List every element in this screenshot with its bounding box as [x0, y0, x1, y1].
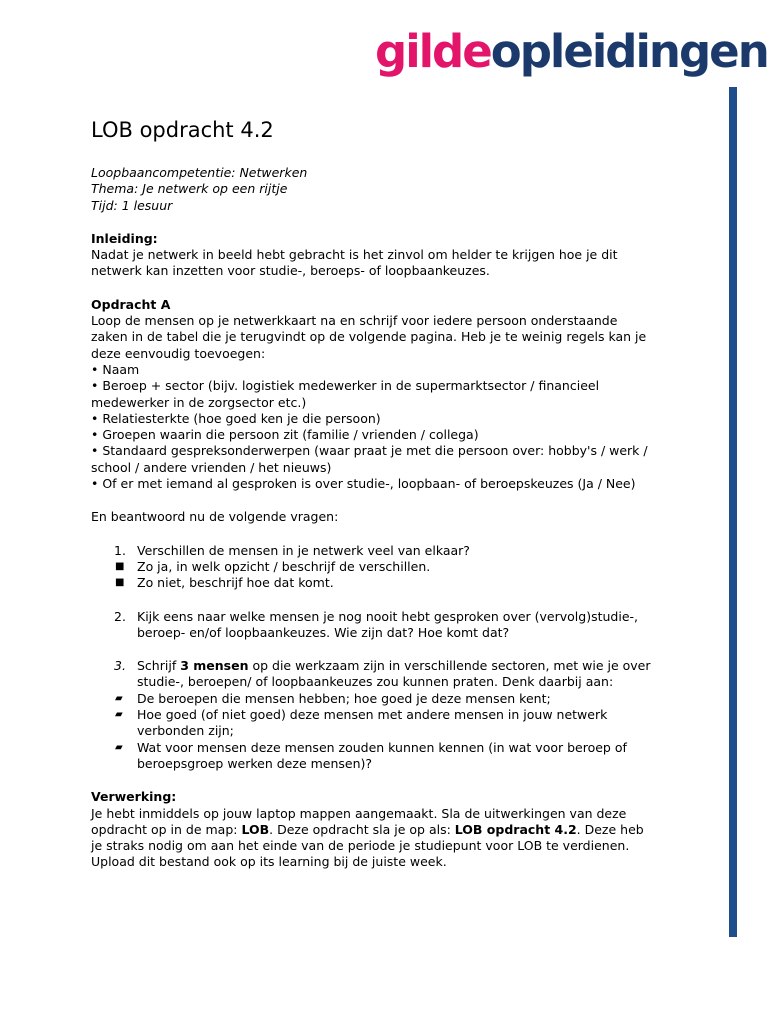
bullet-item: • Of er met iemand al gesproken is over studie-, loopbaan- of beroepskeuzes (Ja / Nee) [91, 476, 636, 492]
opdracht-a-bullets [91, 362, 651, 492]
verwerking-text: Je hebt inmiddels op jouw laptop mappen aangemaakt. Sla de uitwerkingen van deze opdracht op in de map: LOB. Deze opdracht sla je op als: LOB opdracht 4.2. Deze heb je straks nodig om aan het einde van de periode je studiepunt voor LOB te verdienen. [91, 805, 644, 854]
verwerking-section [91, 789, 651, 870]
decorative-side-bar [729, 87, 737, 937]
verwerking-heading: Verwerking: [91, 789, 177, 805]
question-1 [91, 543, 651, 559]
question-1-subitems [91, 559, 651, 592]
verwerking-upload: Upload dit bestand ook op its learning bij de juiste week. [91, 854, 447, 870]
slanted-bullet-icon: ▰ [115, 692, 123, 704]
meta-thema: Thema: Je netwerk op een rijtje [91, 181, 288, 197]
question-number: 1. [114, 542, 126, 558]
question-text: Kijk eens naar welke mensen je nog nooit hebt gesproken over (vervolg)studie-, beroep- en/of loopbaankeuzes. Wie zijn dat? Hoe komt dat? [137, 608, 638, 640]
logo-part-gilde: gilde [375, 25, 491, 78]
vragen-intro: En beantwoord nu de volgende vragen: [91, 509, 339, 525]
question-2 [91, 609, 651, 642]
meta-competentie: Loopbaancompetentie: Netwerken [91, 165, 308, 180]
opdracht-a-section [91, 297, 651, 526]
opdracht-a-heading: Opdracht A [91, 296, 171, 312]
bullet-item: • Standaard gespreksonderwerpen (waar praat je met die persoon over: hobby's / werk / school / andere vrienden / het nieuws) [91, 443, 648, 475]
document-body [91, 117, 651, 871]
bullet-item: • Naam [91, 361, 140, 377]
inleiding-heading: Inleiding: [91, 230, 158, 246]
sub-item: ▰ Wat voor mensen deze mensen zouden kunnen kennen (in wat voor beroep of beroepsgroep werken deze mensen)? [115, 739, 627, 771]
inleiding-section [91, 231, 651, 280]
bullet-item: • Groepen waarin die persoon zit (familie / vrienden / collega) [91, 427, 479, 443]
question-text: Verschillen de mensen in je netwerk veel van elkaar? [137, 542, 470, 558]
square-bullet-icon: ■ [115, 577, 125, 589]
sub-item: ▰ De beroepen die mensen hebben; hoe goed je deze mensen kent; [115, 690, 551, 706]
gilde-opleidingen-logo [375, 22, 768, 82]
document-title: LOB opdracht 4.2 [91, 118, 274, 142]
square-bullet-icon: ■ [115, 560, 125, 572]
question-number: 2. [114, 608, 126, 624]
sub-item: ■ Zo ja, in welk opzicht / beschrijf de verschillen. [115, 558, 431, 574]
question-3-subitems [91, 691, 651, 772]
slanted-bullet-icon: ▰ [115, 709, 123, 721]
logo-part-opleidingen: opleidingen [490, 25, 768, 78]
question-3 [91, 658, 651, 691]
question-number: 3. [114, 658, 126, 674]
question-text: Schrijf 3 mensen op die werkzaam zijn in verschillende sectoren, met wie je over studie-, beroepen/ of loopbaankeuzes zou kunnen praten. Denk daarbij aan: [137, 658, 651, 690]
bullet-item: • Relatiesterkte (hoe goed ken je die persoon) [91, 410, 381, 426]
sub-item: ▰ Hoe goed (of niet goed) deze mensen met andere mensen in jouw netwerk verbonden zijn; [115, 707, 608, 739]
slanted-bullet-icon: ▰ [115, 741, 123, 753]
bullet-item: • Beroep + sector (bijv. logistiek medewerker in de supermarktsector / financieel medewerker in de zorgsector etc.) [91, 378, 600, 410]
inleiding-text: Nadat je netwerk in beeld hebt gebracht is het zinvol om helder te krijgen hoe je dit netwerk kan inzetten voor studie-, beroeps- of loopbaankeuzes. [91, 247, 618, 279]
sub-item: ■ Zo niet, beschrijf hoe dat komt. [115, 575, 334, 591]
opdracht-a-text: Loop de mensen op je netwerkkaart na en schrijf voor iedere persoon onderstaande zaken in de tabel die je terugvindt op de volgende pagina. Heb je te weinig regels kan je deze eenvoudig toevoegen: [91, 313, 647, 361]
questions-list [91, 543, 651, 559]
meta-tijd: Tijd: 1 lesuur [91, 197, 173, 213]
meta-block [91, 165, 651, 214]
